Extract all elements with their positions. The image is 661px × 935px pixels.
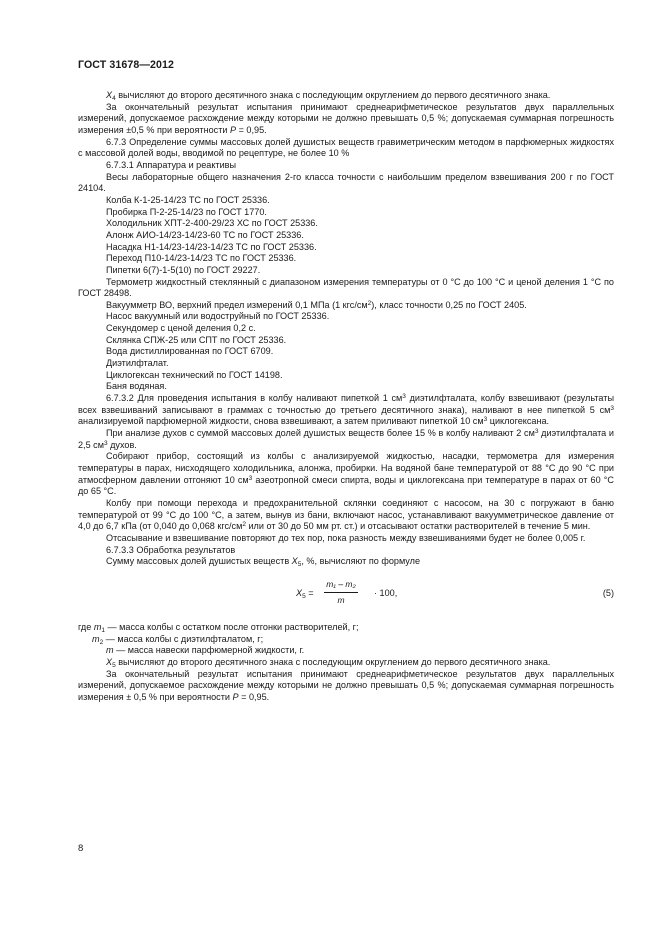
superscript: 2 — [367, 299, 372, 307]
paragraph-repeat: Отсасывание и взвешивание повторяют до тех пор, пока разность между взвешиваниями будет не более 0,005 г. — [106, 532, 586, 543]
section-6-7-3-1: 6.7.3.1 Аппаратура и реактивы — [106, 159, 237, 170]
equipment-item: Пипетки 6(7)-1-5(10) по ГОСТ 29227. — [106, 264, 261, 275]
symbol-p: P — [229, 124, 237, 135]
formula-number: (5) — [602, 587, 614, 598]
superscript: 3 — [483, 416, 488, 424]
paragraph-final-result-1 — [78, 102, 614, 137]
text: — масса колбы с остатком после отгонки растворителей, г; — [105, 621, 359, 632]
paragraph-tail: = 0,95. — [236, 124, 267, 135]
superscript: 3 — [402, 393, 406, 401]
equipment-item: Весы лабораторные общего назначения 2-го класса точности с наибольшим пределом взвешивания 200 г по ГОСТ 24104. — [78, 171, 614, 194]
formula-lhs — [296, 588, 314, 600]
where-item — [78, 645, 614, 657]
fraction-denominator: m — [337, 594, 345, 605]
text: анализируемой парфюмерной жидкости, снова взвешивают, а затем приливают пипеткой 10 см — [78, 416, 484, 427]
text: За окончательный результат испытания принимают среднеарифметическое результатов двух параллельных измерений, допускаемое расхождение между которыми не должно превышать 0,5 %; допускаемая суммарная погрешность измерения ± 0,5 % при вероятности — [78, 668, 614, 702]
subscript: 5 — [297, 561, 302, 569]
symbol-x: X — [106, 90, 113, 100]
text: где — [78, 621, 94, 632]
paragraph-text: За окончательный результат испытания принимают среднеарифметическое результатов двух параллельных измерений, допускаемое расхождение между которыми не должно превышать 0,5 %; допускаемая суммарная погрешность измерения ±0,5 % при вероятности — [78, 101, 614, 135]
text: или от 30 до 50 мм рт. ст.) и отсасывают остатки растворителей в течение 5 мин. — [245, 521, 591, 532]
symbol-x: X — [296, 587, 303, 598]
where-item — [78, 622, 614, 634]
text: азеотропной смеси спирта, воды и циклогексана при температуре в парах от 60 °С до 65 °С. — [78, 474, 614, 497]
section-6-7-3-2 — [78, 393, 614, 428]
document-body — [78, 90, 614, 704]
equipment-item-vacuum — [78, 300, 614, 312]
page-header-title: ГОСТ 31678—2012 — [78, 59, 175, 71]
symbol-p: P — [232, 691, 239, 702]
paragraph-perfume — [78, 428, 614, 451]
text: = 0,95. — [238, 691, 270, 702]
text: вычисляют до второго десятичного знака с последующим округлением до первого десятичного знака. — [115, 656, 551, 667]
text: — масса навески парфюмерной жидкости, г. — [113, 645, 305, 656]
text: диэтилфталата, колбу взвешивают (результаты всех взвешиваний записывают в граммах с точностью до третьего десятичного знака), наливают в нее пипеткой 5 см — [78, 393, 614, 415]
superscript: 3 — [103, 439, 108, 447]
paragraph-text: вычисляют до второго десятичного знака с последующим округлением до первого десятичного знака. — [115, 90, 551, 100]
text: Колбу при помощи перехода и предохранительной склянки соединяют с насосом, на 30 с погружают в баню температурой от 99 °С до 100 °С, а затем, вынув из бани, включают насос, устанавливают вакуумметрическое давление от 4,0 до 6,7 кПа (от 0,040 до 0,068 кгс/см — [78, 497, 614, 532]
symbol-m: m — [93, 621, 102, 632]
text: При анализе духов с суммой массовых долей душистых веществ более 15 % в колбу наливают 2 см — [106, 428, 535, 439]
text: Собирают прибор, состоящий из колбы с анализируемой жидкостью, насадки, термометра для измерения температуры в парах, нисходящего холодильника, алонжа, пробирки. На водяной бане температурой от 88 °С до 90 °С при атмосферном давлении отгоняют 10 см — [78, 451, 614, 485]
equipment-item: Холодильник ХПТ-2-400-29/23 ХС по ГОСТ 25336. — [106, 218, 318, 229]
equipment-item: Циклогексан технический по ГОСТ 14198. — [106, 369, 283, 380]
formula-5 — [78, 577, 614, 617]
symbol-x: X — [106, 656, 113, 667]
superscript: 2 — [242, 521, 246, 529]
equipment-item: Насос вакуумный или водоструйный по ГОСТ 25336. — [106, 311, 330, 322]
section-6-7-3-3: 6.7.3.3 Обработка результатов — [106, 544, 236, 555]
text: циклогексана. — [487, 416, 550, 427]
where-item — [78, 634, 614, 646]
subscript: 5 — [112, 661, 116, 669]
equipment-item: Алонж АИО-14/23-14/23-60 ТС по ГОСТ 25336. — [106, 229, 304, 240]
paragraph-flask — [78, 498, 614, 533]
equipment-item: Переход П10-14/23-14/23 ТС по ГОСТ 25336. — [106, 253, 297, 264]
equipment-item: Колба К-1-25-14/23 ТС по ГОСТ 25336. — [106, 194, 270, 205]
symbol-m: m — [92, 633, 100, 644]
section-6-7-3: 6.7.3 Определение суммы массовых долей душистых веществ гравиметрическим методом в парфюмерных жидкостях с массовой долей воды, вводимой по рецептуре, не более 10 % — [78, 136, 614, 159]
paragraph-assemble — [78, 451, 614, 498]
paragraph-final-result-2 — [78, 669, 614, 704]
paragraph-x4 — [78, 90, 614, 102]
equipment-item: Секундомер с ценой деления 0,2 с. — [106, 323, 256, 334]
subscript: 1 — [101, 626, 106, 634]
fraction-numerator: m₁ – m₂ — [324, 579, 358, 593]
text: духов. — [107, 439, 137, 450]
equipment-item: Термометр жидкостный стеклянный с диапазоном измерения температуры от 0 °С до 100 °С и ценой деления 1 °С по ГОСТ 28498. — [78, 276, 614, 299]
paragraph-x5 — [78, 657, 614, 669]
formula-rhs: · 100, — [374, 587, 398, 598]
superscript: 3 — [610, 404, 614, 412]
equipment-item: Пробирка П-2-25-14/23 по ГОСТ 1770. — [106, 206, 267, 217]
text: ), класс точности 0,25 по ГОСТ 2405. — [371, 299, 527, 310]
text: Сумму массовых долей душистых веществ — [106, 556, 292, 567]
text: диэтилфталата и 2,5 см — [78, 428, 614, 450]
equipment-item: Вода дистиллированная по ГОСТ 6709. — [106, 346, 274, 357]
subscript: 2 — [99, 638, 104, 646]
text: , %, вычисляют по формуле — [301, 556, 421, 567]
formula-fraction — [324, 579, 358, 606]
equipment-item: Склянка СПЖ-25 или СПТ по ГОСТ 25336. — [106, 334, 287, 345]
equipment-item: Диэтилфталат. — [106, 358, 169, 369]
equipment-item: Баня водяная. — [106, 381, 167, 392]
subscript: 5 — [302, 592, 306, 600]
text: 6.7.3.2 Для проведения испытания в колбу наливают пипеткой 1 см — [106, 393, 403, 404]
equipment-item: Насадка Н1-14/23-14/23-14/23 ТС по ГОСТ 25336. — [106, 241, 317, 252]
symbol-m: m — [106, 645, 114, 656]
paragraph-sum — [78, 556, 614, 568]
text: Вакуумметр ВО, верхний предел измерений 0,1 МПа (1 кгс/см — [106, 299, 368, 310]
equals-sign: = — [305, 587, 314, 598]
symbol-x: X — [291, 556, 298, 567]
superscript: 3 — [248, 474, 253, 482]
subscript: 4 — [112, 95, 116, 102]
page-number: 8 — [78, 843, 84, 854]
text: — масса колбы с диэтилфталатом, г; — [103, 633, 264, 644]
superscript: 3 — [534, 428, 539, 436]
